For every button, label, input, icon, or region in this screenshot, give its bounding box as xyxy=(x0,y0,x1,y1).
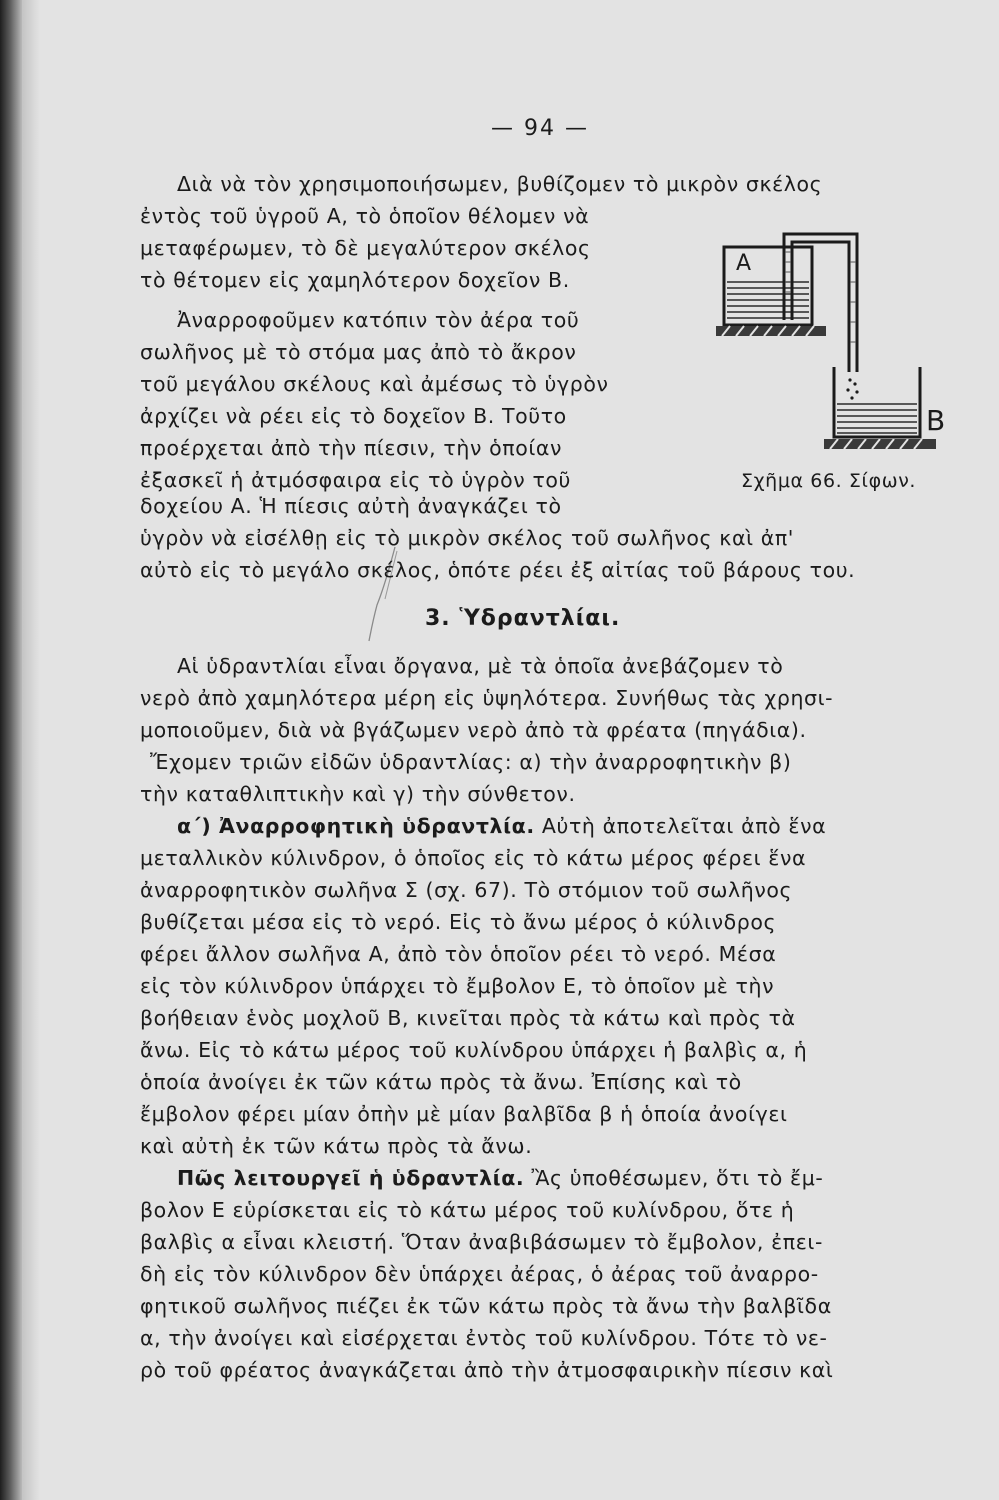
siphon-tube-inner xyxy=(792,242,849,372)
text-line: ἄνω. Εἰς τὸ κάτω μέρος τοῦ κυλίνδρου ὑπάρχει ἡ βαλβὶς α, ἡ xyxy=(140,1038,808,1062)
text-line: δὴ εἰς τὸν κύλινδρον δὲν ὑπάρχει ἀέρας, ὁ ἀέρας τοῦ ἀναρρο- xyxy=(140,1262,819,1286)
section-heading: 3. Ὑδραντλίαι. xyxy=(425,606,621,631)
text-line: καὶ αὐτὴ ἐκ τῶν κάτω πρὸς τὰ ἄνω. xyxy=(140,1134,533,1158)
text-line: ἀρχίζει νὰ ρέει εἰς τὸ δοχεῖον Β. Τοῦτο xyxy=(140,404,567,428)
text-line: μεταφέρωμεν, τὸ δὲ μεγαλύτερον σκέλος xyxy=(140,236,591,260)
page-number: — 94 — xyxy=(491,116,589,141)
text-line: εἰς τὸν κύλινδρον ὑπάρχει τὸ ἔμβολον Ε, τὸ ὁποῖον μὲ τὴν xyxy=(140,974,775,998)
text-line: βαλβὶς α εἶναι κλειστή. Ὅταν ἀναβιβάσωμεν τὸ ἔμβολον, ἐπει- xyxy=(140,1230,823,1254)
text-line: μοποιοῦμεν, διὰ νὰ βγάζωμεν νερὸ ἀπὸ τὰ φρέατα (πηγάδια). xyxy=(140,718,807,742)
text-line: α, τὴν ἀνοίγει καὶ εἰσέρχεται ἐντὸς τοῦ κυλίνδρου. Τότε τὸ νε- xyxy=(140,1326,828,1350)
water-drips xyxy=(846,378,858,399)
liquid-b-hatching xyxy=(837,404,917,433)
text-line: φητικοῦ σωλῆνος πιέζει ἐκ τῶν κάτω πρὸς τὰ ἄνω τὴν βαλβῖδα xyxy=(140,1294,832,1318)
figure-caption: Σχῆμα 66. Σίφων. xyxy=(741,470,917,492)
text-line: ρὸ τοῦ φρέατος ἀναγκάζεται ἀπὸ τὴν ἀτμοσφαιρικὴν πίεσιν καὶ xyxy=(140,1358,834,1382)
subsection-title: Πῶς λειτουργεῖ ἡ ὑδραντλία. xyxy=(177,1166,525,1190)
text-line: ἀναρροφητικὸν σωλῆνα Σ (σχ. 67). Τὸ στόμιον τοῦ σωλῆνος xyxy=(140,878,793,902)
figure-label-a: A xyxy=(736,251,752,276)
text-line: νερὸ ἀπὸ χαμηλότερα μέρη εἰς ὑψηλότερα. Συνήθως τὰς χρησι- xyxy=(140,686,834,710)
vessel-b xyxy=(834,367,920,437)
text-line: βολον Ε εὑρίσκεται εἰς τὸ κάτω μέρος τοῦ κυλίνδρου, ὅτε ἡ xyxy=(140,1198,795,1222)
text-line: Αἱ ὑδραντλίαι εἶναι ὄργανα, μὲ τὰ ὁποῖα ἀνεβάζομεν τὸ xyxy=(177,654,784,678)
text-line: Ἀναρροφοῦμεν κατόπιν τὸν ἀέρα τοῦ xyxy=(177,308,580,332)
text-line-bold-lead: α΄) Ἀναρροφητικὴ ὑδραντλία. Αὐτὴ ἀποτελεῖται ἀπὸ ἕνα xyxy=(177,814,827,838)
siphon-tube-outer xyxy=(784,234,857,372)
text-line: μεταλλικὸν κύλινδρον, ὁ ὁποῖος εἰς τὸ κάτω μέρος φέρει ἕνα xyxy=(140,846,807,870)
page-gutter xyxy=(22,0,40,1500)
text-line: ἐξασκεῖ ἡ ἀτμόσφαιρα εἰς τὸ ὑγρὸν τοῦ xyxy=(140,468,572,492)
text-line: Ἔχομεν τριῶν εἰδῶν ὑδραντλίας: α) τὴν ἀναρροφητικὴν β) xyxy=(150,750,792,774)
subsection-title: α΄) Ἀναρροφητικὴ ὑδραντλία. xyxy=(177,814,535,838)
liquid-a-hatching xyxy=(727,282,809,318)
text-line: φέρει ἄλλον σωλῆνα Α, ἀπὸ τὸν ὁποῖον ρέει τὸ νερό. Μέσα xyxy=(140,942,777,966)
text-line: βυθίζεται μέσα εἰς τὸ νερό. Εἰς τὸ ἄνω μέρος ὁ κύλινδρος xyxy=(140,910,777,934)
text-line: ὁποία ἀνοίγει ἐκ τῶν κάτω πρὸς τὰ ἄνω. Ἐπίσης καὶ τὸ xyxy=(140,1070,742,1094)
text-line: βοήθειαν ἑνὸς μοχλοῦ Β, κινεῖται πρὸς τὰ κάτω καὶ πρὸς τὰ xyxy=(140,1006,796,1030)
text-line: τὸ θέτομεν εἰς χαμηλότερον δοχεῖον Β. xyxy=(140,268,570,292)
text-line: τὴν καταθλιπτικὴν καὶ γ) τὴν σύνθετον. xyxy=(140,782,576,806)
text-line: αὐτὸ εἰς τὸ μεγάλο σκέλος, ὁπότε ρέει ἐξ αἰτίας τοῦ βάρους του. xyxy=(140,558,856,582)
book-binding-shadow xyxy=(0,0,22,1500)
text-line: προέρχεται ἀπὸ τὴν πίεσιν, τὴν ὁποίαν xyxy=(140,436,563,460)
text-line: σωλῆνος μὲ τὸ στόμα μας ἀπὸ τὸ ἄκρον xyxy=(140,340,577,364)
text-line: ὑγρὸν νὰ εἰσέλθῃ εἰς τὸ μικρὸν σκέλος τοῦ σωλῆνος καὶ ἀπ' xyxy=(140,526,795,550)
figure-label-b: B xyxy=(926,404,946,437)
text-line: ἔμβολον φέρει μίαν ὀπὴν μὲ μίαν βαλβῖδα β ἡ ὁποία ἀνοίγει xyxy=(140,1102,788,1126)
siphon-figure xyxy=(712,222,962,462)
text-line: δοχείου Α. Ἡ πίεσις αὐτὴ ἀναγκάζει τὸ xyxy=(140,494,562,518)
text-line-bold-lead: Πῶς λειτουργεῖ ἡ ὑδραντλία. Ἂς ὑποθέσωμεν, ὅτι τὸ ἔμ- xyxy=(177,1166,824,1190)
text-line: Διὰ νὰ τὸν χρησιμοποιήσωμεν, βυθίζομεν τὸ μικρὸν σκέλος xyxy=(177,172,823,196)
text-line: τοῦ μεγάλου σκέλους καὶ ἀμέσως τὸ ὑγρὸν xyxy=(140,372,609,396)
text-line: ἐντὸς τοῦ ὑγροῦ Α, τὸ ὁποῖον θέλομεν νὰ xyxy=(140,204,590,228)
